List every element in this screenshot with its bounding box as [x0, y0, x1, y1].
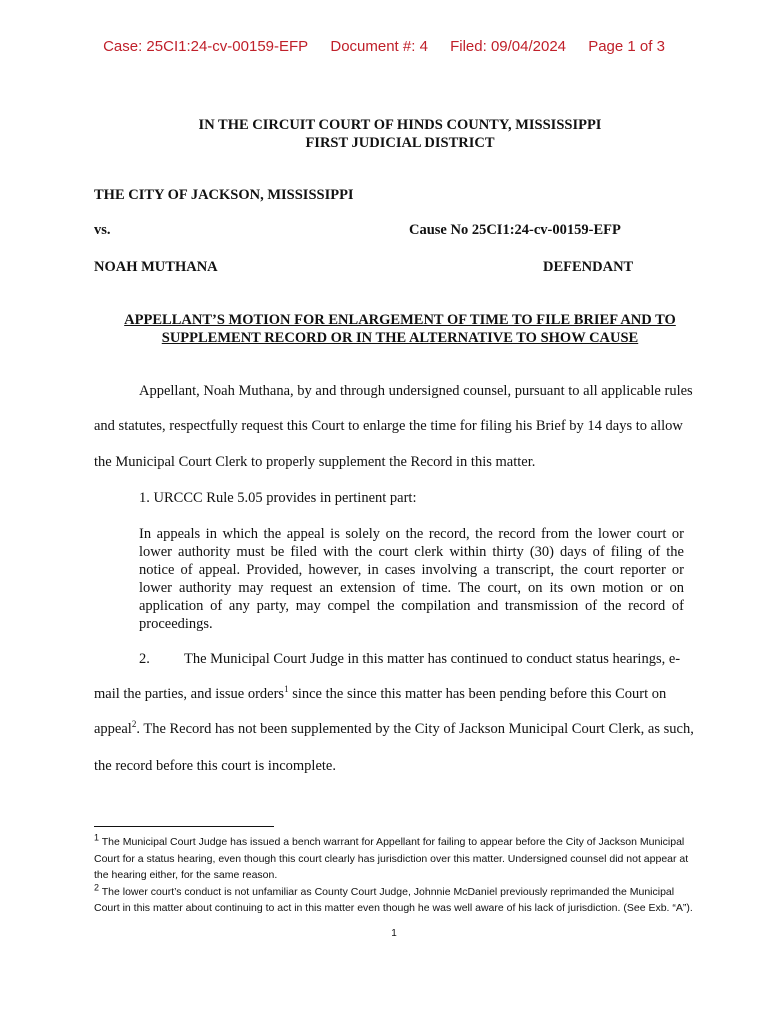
defendant-role: DEFENDANT [543, 259, 634, 275]
item-1-text: 1. URCCC Rule 5.05 provides in pertinent part: [139, 490, 417, 506]
footnote-ref-1[interactable]: 1 [284, 684, 289, 695]
court-heading [0, 116, 768, 152]
footnote-1 [94, 834, 694, 884]
footnote-2-text: The lower court’s conduct is not unfamiliar as County Court Judge, Johnnie McDaniel previously reprimanded the Municipal Court in this matter about continuing to act in this matter even though he was well aware of his lack of jurisdiction. (See Exb. “A”). [94, 885, 693, 914]
intro-line-2: and statutes, respectfully request this Court to enlarge the time for filing his Brief by 14 days to allow [94, 418, 683, 434]
filing-stamp [0, 38, 768, 55]
item-2-line-4: the record before this court is incomplete. [94, 758, 336, 774]
versus-label: vs. [94, 222, 111, 238]
cause-number: Cause No 25CI1:24-cv-00159-EFP [409, 222, 621, 238]
page-number: 1 [391, 928, 397, 939]
intro-line-3: the Municipal Court Clerk to properly supplement the Record in this matter. [94, 454, 536, 470]
court-district: FIRST JUDICIAL DISTRICT [305, 135, 495, 151]
rule-quote: In appeals in which the appeal is solely on the record, the record from the lower court or lower authority must be filed with the court clerk within thirty (30) days of filing of the notice of appeal. Provided, however, in cases involving a transcript, the court reporter or lower authority may request an extension of time. The court, on its own motion or on application of any party, may compel the compilation and transmission of the record of proceedings. [139, 526, 684, 632]
motion-title [94, 311, 706, 347]
motion-title-line-1: APPELLANT’S MOTION FOR ENLARGEMENT OF TIME TO FILE BRIEF AND TO [124, 312, 676, 328]
court-name: IN THE CIRCUIT COURT OF HINDS COUNTY, MISSISSIPPI [198, 117, 602, 133]
item-2-line-1: The Municipal Court Judge in this matter has continued to conduct status hearings, e- [184, 651, 681, 667]
footnote-1-text: The Municipal Court Judge has issued a bench warrant for Appellant for failing to appear before the City of Jackson Municipal Court for a status hearing, even though this court clearly has jurisdiction over this matter. Undersigned counsel did not appear at the hearing either, for the same reason. [94, 836, 689, 881]
footnotes [94, 834, 694, 917]
stamp-page: Page 1 of 3 [588, 38, 665, 55]
footnote-divider [94, 826, 274, 827]
footnote-2 [94, 884, 694, 917]
item-2-line-3 [94, 721, 694, 738]
footnote-ref-2[interactable]: 2 [131, 719, 137, 730]
intro-line-1: Appellant, Noah Muthana, by and through undersigned counsel, pursuant to all applicable rules [139, 383, 693, 399]
footnote-2-mark: 2 [94, 882, 100, 892]
motion-title-line-2: SUPPLEMENT RECORD OR IN THE ALTERNATIVE TO SHOW CAUSE [161, 330, 639, 346]
stamp-case: Case: 25CI1:24-cv-00159-EFP [103, 38, 309, 55]
item-2-line-2 [94, 686, 666, 703]
stamp-document: Document #: 4 [330, 38, 428, 55]
item-2-line-2a: mail the parties, and issue orders [94, 686, 285, 702]
item-2-number: 2. [139, 651, 150, 667]
plaintiff-name: THE CITY OF JACKSON, MISSISSIPPI [94, 187, 354, 203]
item-2-line-2b: since the since this matter has been pending before this Court on [288, 686, 667, 702]
item-2-line-3a: appeal [94, 721, 132, 737]
defendant-name: NOAH MUTHANA [94, 259, 218, 275]
footnote-1-mark: 1 [94, 832, 100, 843]
stamp-filed: Filed: 09/04/2024 [450, 38, 567, 55]
item-2-line-3b: . The Record has not been supplemented by the City of Jackson Municipal Court Clerk, as such, [136, 721, 694, 737]
